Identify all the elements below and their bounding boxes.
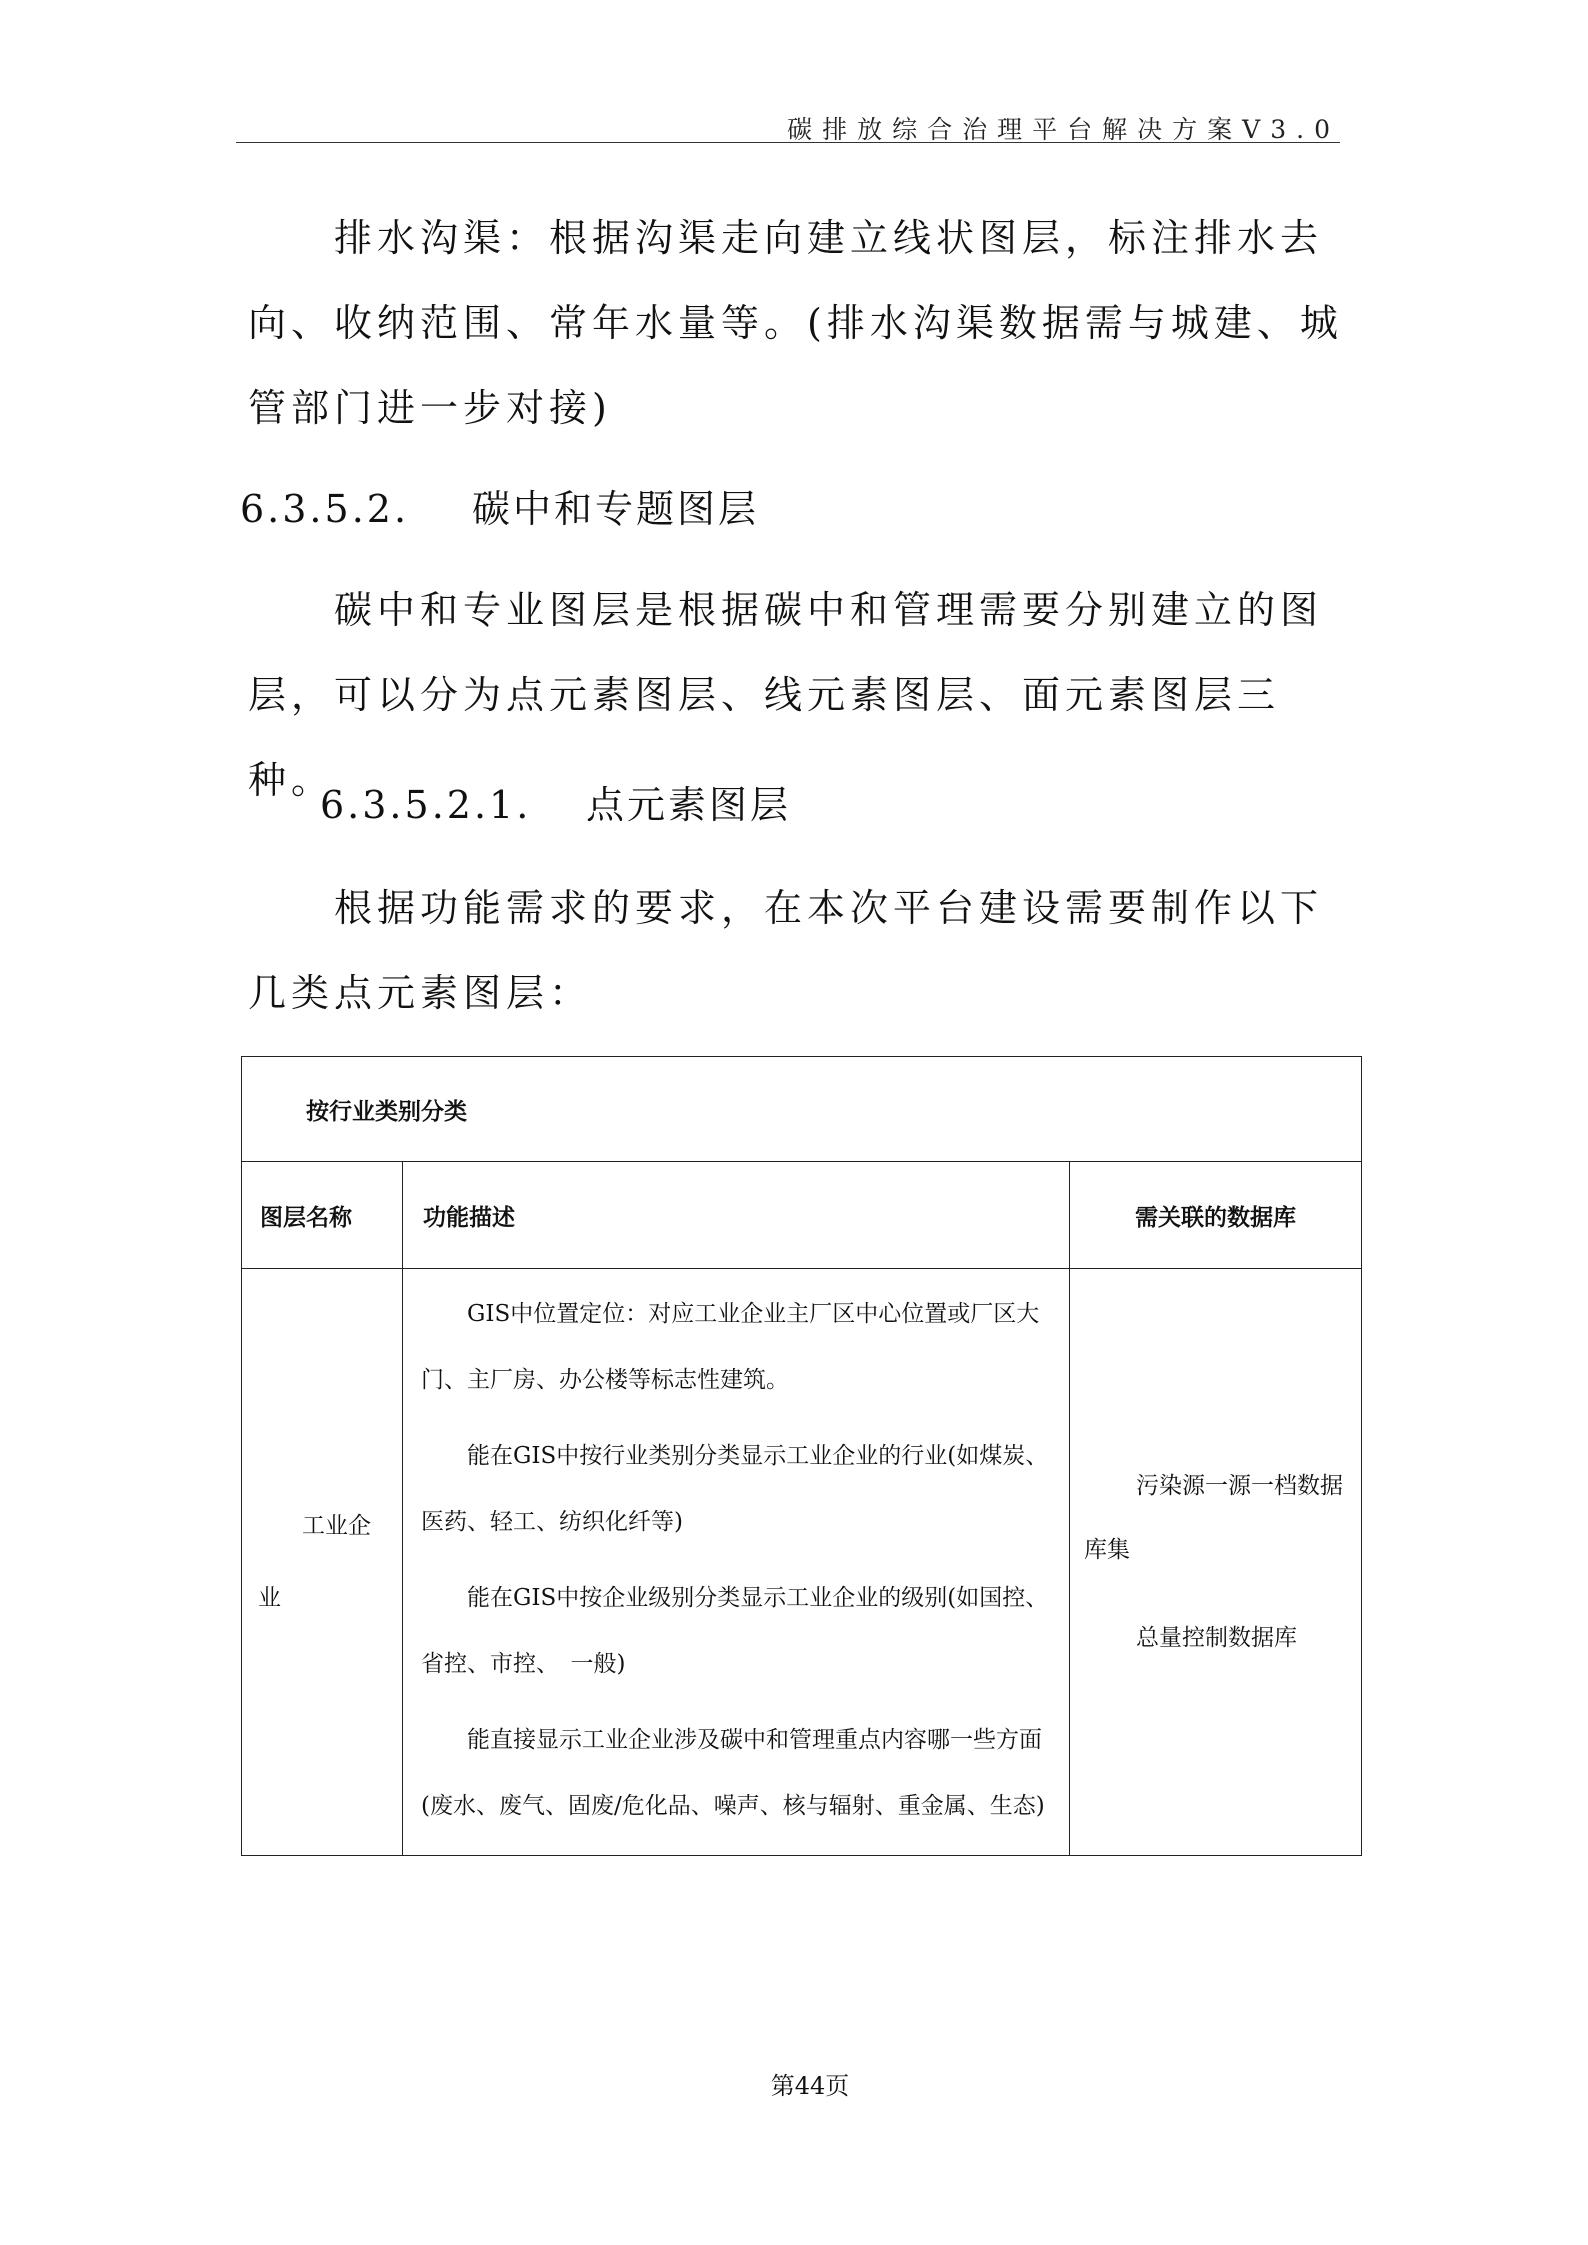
table-row (242, 1269, 1362, 1856)
database-item: 总量控制数据库 (1136, 1625, 1297, 1651)
description-cell (403, 1269, 1070, 1856)
description-item: GIS中位置定位：对应工业企业主厂区中心位置或厂区大门、主厂房、办公楼等标志性建筑。 (421, 1301, 1040, 1393)
page-header-title: 碳排放综合治理平台解决方案V3.0 (787, 115, 1340, 144)
description-item: 能直接显示工业企业涉及碳中和管理重点内容哪一些方面(废水、废气、固废/危化品、噪声、核与辐射、重金属、生态) (421, 1727, 1045, 1819)
carbon-layers-paragraph: 碳中和专业图层是根据碳中和管理需要分别建立的图层，可以分为点元素图层、线元素图层、面元素图层三种。 (248, 588, 1324, 802)
description-item: 能在GIS中按企业级别分类显示工业企业的级别(如国控、省控、市控、 一般) (421, 1585, 1049, 1677)
drainage-paragraph: 排水沟渠：根据沟渠走向建立线状图层，标注排水去向、收纳范围、常年水量等。(排水沟渠数据需与城建、城管部门进一步对接) (248, 216, 1343, 430)
database-cell (1070, 1269, 1362, 1856)
page-number: 第44页 (770, 2072, 850, 2100)
layer-name-cell: 工业企业 (242, 1269, 403, 1856)
section-number: 6.3.5.2. (240, 487, 410, 531)
database-item: 污染源一源一档数据库集 (1084, 1473, 1343, 1563)
section-6-3-5-2-1-heading (320, 774, 791, 829)
column-header-layer-name: 图层名称 (242, 1162, 403, 1269)
header-divider (236, 142, 1340, 143)
point-layer-table (241, 1056, 1362, 1856)
section-title: 碳中和专题图层 (472, 487, 760, 531)
description-item: 能在GIS中按行业类别分类显示工业企业的行业(如煤炭、医药、轻工、纺织化纤等) (421, 1443, 1049, 1535)
column-header-database: 需关联的数据库 (1070, 1162, 1362, 1269)
column-header-description: 功能描述 (403, 1162, 1070, 1269)
point-intro-paragraph: 根据功能需求的要求，在本次平台建设需要制作以下几类点元素图层： (248, 886, 1324, 1015)
section-6-3-5-2-heading (240, 478, 759, 533)
table-caption: 按行业类别分类 (242, 1057, 1362, 1162)
section-title: 点元素图层 (586, 783, 792, 827)
section-number: 6.3.5.2.1. (320, 783, 532, 827)
